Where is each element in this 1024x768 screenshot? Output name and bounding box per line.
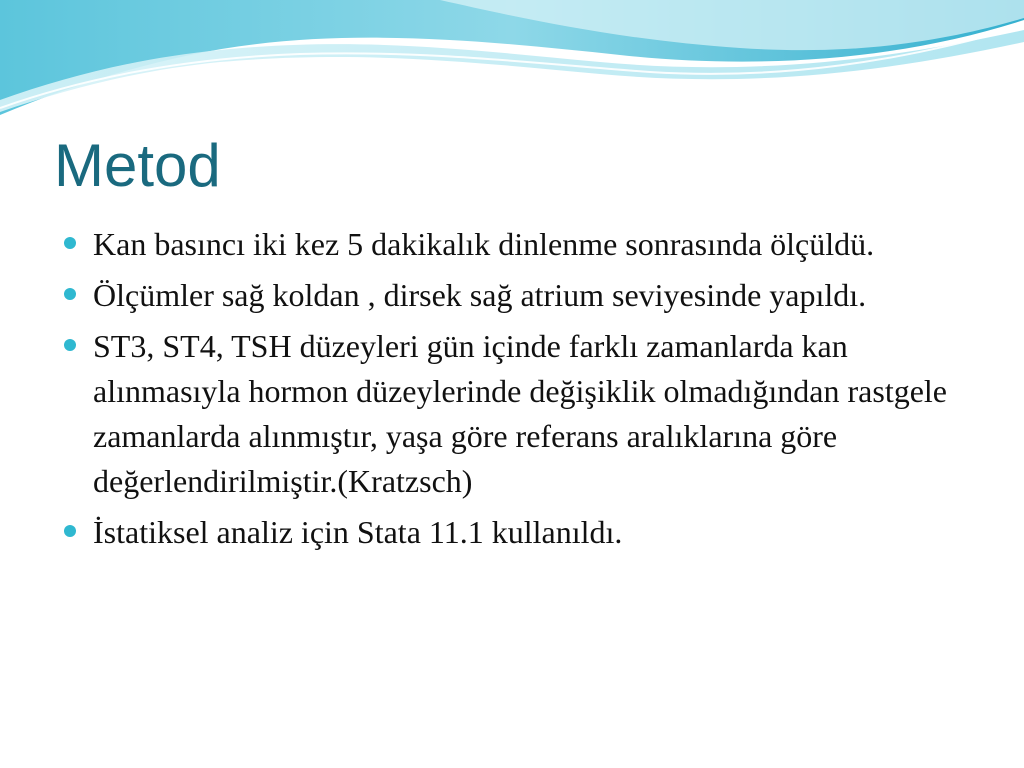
- bullet-text: Kan basıncı iki kez 5 dakikalık dinlenme sonrasında ölçüldü.: [93, 226, 875, 262]
- bullet-icon: [64, 288, 76, 300]
- bullet-item: [64, 273, 974, 318]
- bullet-text: ST3, ST4, TSH düzeyleri gün içinde farklı zamanlarda kan alınmasıyla hormon düzeylerinde değişiklik olmadığından rastgele zamanlarda alınmıştır, yaşa göre referans aralıklarına göre değerlendirilmiştir.(Kratzsch): [93, 328, 947, 499]
- bullet-icon: [64, 339, 76, 351]
- bullet-icon: [64, 237, 76, 249]
- bullet-list: [64, 222, 974, 561]
- bullet-text: İstatiksel analiz için Stata 11.1 kullanıldı.: [93, 514, 623, 550]
- slide-title: Metod: [54, 132, 221, 199]
- bullet-item: [64, 324, 974, 504]
- bullet-item: [64, 222, 974, 267]
- bullet-icon: [64, 525, 76, 537]
- bullet-item: [64, 510, 974, 555]
- bullet-text: Ölçümler sağ koldan , dirsek sağ atrium seviyesinde yapıldı.: [93, 277, 867, 313]
- wave-header-decoration: [0, 0, 1024, 120]
